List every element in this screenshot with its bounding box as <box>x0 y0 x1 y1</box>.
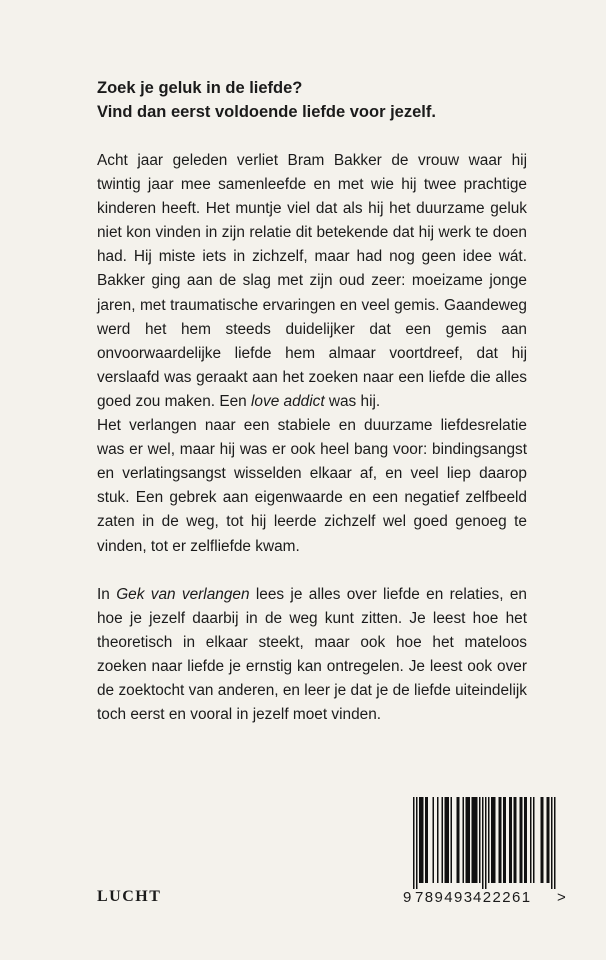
barcode-bar <box>530 797 532 883</box>
barcode-bar <box>548 797 550 883</box>
barcode-bar <box>520 797 522 883</box>
barcode-bar <box>526 797 528 883</box>
barcode-bar <box>445 797 447 883</box>
blurb-p1-end: was hij. <box>324 392 381 410</box>
barcode-bar <box>511 797 513 883</box>
barcode-bar <box>485 797 487 889</box>
isbn-group-2: 422261 <box>473 889 532 906</box>
tagline <box>97 76 537 124</box>
barcode-bar <box>500 797 502 883</box>
barcode-bar <box>476 797 478 883</box>
blurb-paragraph-2: Het verlangen naar een stabiele en duurzame liefdesrelatie was er wel, maar hij was er ook heel bang voor: bindingsangst en verlatingsangst wisselden elkaar af, en veel liep daarop stuk. Een gebrek aan eigenwaarde en een negatief zelfbeeld zaten in de weg, tot hij leerde zichzelf wel goed genoeg te vinden, tot er zelfliefde kwam. <box>97 417 527 555</box>
blurb-p1-italic: love addict <box>251 392 325 410</box>
barcode-bar <box>427 797 429 883</box>
blurb-p1-text: Acht jaar geleden verliet Bram Bakker de vrouw waar hij twintig jaar mee samenleefde en met wie hij twee prachtige kinderen heeft. Het muntje viel dat als hij het duurzame geluk niet kon vinden in zijn relatie dit betekende dat hij werk te doen had. Hij miste iets in zichzelf, maar had nog geen idee wát. Bakker ging aan de slag met zijn oud zeer: moeizame jonge jaren, met traumatische ervaringen en veel gemis. Gaandeweg werd het hem steeds duidelijker dat een gemis aan onvoorwaardelijke liefde hem almaar voortdreef, dat hij verslaafd was geraakt aan het zoeken naar een liefde die alles goed zou maken. Een <box>97 152 527 410</box>
barcode-bar <box>416 797 418 889</box>
barcode-bar <box>509 797 511 883</box>
isbn-arrow: > <box>557 889 568 906</box>
barcode-bar <box>448 797 450 883</box>
barcode-bar <box>494 797 496 883</box>
barcode-bar <box>514 797 516 883</box>
barcode-bar <box>505 797 507 883</box>
barcode-bar <box>479 797 481 883</box>
barcode-bar <box>463 797 465 883</box>
barcode-bar <box>554 797 556 889</box>
tagline-line-2: Vind dan eerst voldoende liefde voor jezelf. <box>97 103 436 121</box>
barcode-bar <box>458 797 460 883</box>
barcode-bar <box>425 797 427 883</box>
barcode-bar <box>482 797 484 889</box>
barcode-bar <box>419 797 421 883</box>
barcode-bar <box>451 797 453 883</box>
barcode-bar <box>499 797 501 883</box>
barcode-bar <box>515 797 517 883</box>
barcode-bar <box>547 797 549 883</box>
blurb-p3-title: Gek van verlangen <box>116 585 250 603</box>
barcode-bar <box>421 797 423 883</box>
barcode-bar <box>466 797 468 883</box>
isbn-barcode <box>403 797 573 915</box>
isbn-lead-digit: 9 <box>403 889 413 906</box>
barcode-bar <box>503 797 505 883</box>
barcode-bar <box>422 797 424 883</box>
blurb-p3-text: lees je alles over liefde en relaties, en hoe je jezelf daarbij in de weg kunt zitten. Je leest hoe het theoretisch in elkaar steekt, maar ook hoe het mateloos zoeken naar liefde je ernstig kan ontregelen. Je leest ook over de zoektocht van anderen, en leer je dat je de liefde uiteindelijk toch eerst en vooral in jezelf moet vinden. <box>97 585 527 724</box>
barcode-bar <box>493 797 495 883</box>
blurb-p3-start: In <box>97 585 117 603</box>
barcode-bar <box>472 797 474 883</box>
barcode-bar <box>433 797 435 883</box>
barcode-bar <box>542 797 544 883</box>
barcode-bar <box>533 797 535 883</box>
barcode-bar <box>413 797 415 889</box>
blurb <box>97 149 527 727</box>
barcode-bar <box>541 797 543 883</box>
blurb-paragraph-1 <box>97 149 527 414</box>
barcode-bar <box>475 797 477 883</box>
barcode-bar <box>551 797 553 889</box>
barcode-bar <box>446 797 448 883</box>
barcode-bar <box>491 797 493 883</box>
barcode-bar <box>469 797 471 883</box>
publisher-logo: LUCHT <box>97 888 162 905</box>
barcode-bar <box>488 797 490 883</box>
barcode-bar <box>524 797 526 883</box>
barcode-graphic <box>403 797 573 889</box>
barcode-bar <box>437 797 439 883</box>
barcode-bar <box>467 797 469 883</box>
tagline-line-1: Zoek je geluk in de liefde? <box>97 79 303 97</box>
barcode-bar <box>457 797 459 883</box>
barcode-bar <box>473 797 475 883</box>
barcode-bar <box>521 797 523 883</box>
blurb-paragraph-3 <box>97 583 527 728</box>
isbn-group-1: 789493 <box>415 889 474 906</box>
barcode-bar <box>442 797 444 883</box>
